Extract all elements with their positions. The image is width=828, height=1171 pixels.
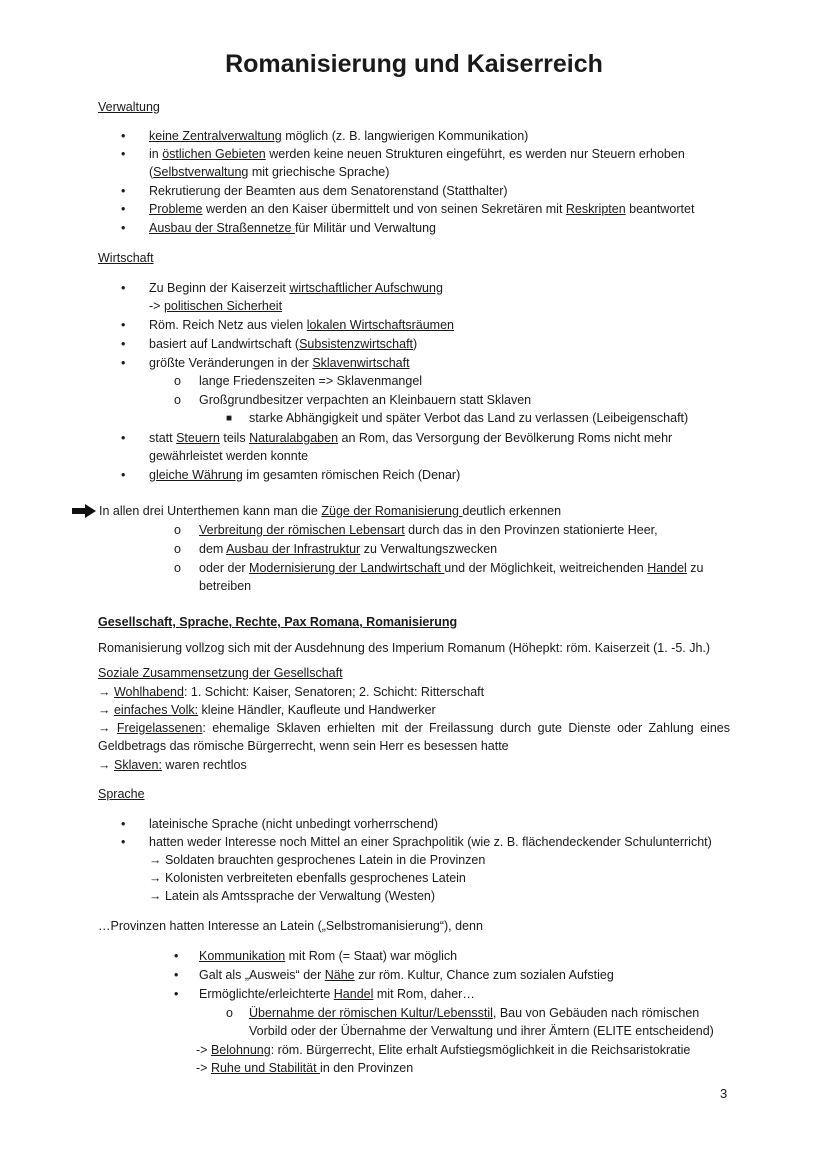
list-item: größte Veränderungen in der Sklavenwirtschaft (149, 356, 410, 370)
circle-bullet-icon: o (174, 561, 181, 575)
bullet-icon: • (121, 221, 126, 235)
section-heading-gesellschaft: Gesellschaft, Sprache, Rechte, Pax Romana, Romanisierung (98, 615, 458, 629)
list-item: Galt als „Ausweis“ der Nähe zur röm. Kultur, Chance zum sozialen Aufstieg (199, 968, 614, 982)
list-item-arrow: → Kolonisten verbreiteten ebenfalls gesprochenes Latein (149, 871, 466, 885)
bullet-icon: • (121, 147, 126, 161)
bullet-icon: • (121, 431, 126, 445)
circle-bullet-icon: o (226, 1006, 233, 1020)
list-item: lateinische Sprache (nicht unbedingt vorherrschend) (149, 817, 439, 831)
bullet-icon: • (121, 468, 126, 482)
list-item-continuation: -> politischen Sicherheit (149, 299, 283, 313)
bullet-icon: • (121, 356, 126, 370)
list-item: Ermöglichte/erleichterte Handel mit Rom, daher… (199, 987, 475, 1001)
bullet-icon: • (121, 817, 126, 831)
page-title: Romanisierung und Kaiserreich (225, 50, 603, 78)
list-item: Ausbau der Straßennetze für Militär und Verwaltung (149, 221, 436, 235)
sub-list-item: Großgrundbesitzer verpachten an Kleinbauern statt Sklaven (199, 393, 532, 407)
sub-list-item: Verbreitung der römischen Lebensart durch das in den Provinzen stationierte Heer, (199, 523, 658, 537)
section-heading-sprache: Sprache (98, 787, 145, 801)
bullet-icon: • (174, 987, 179, 1001)
list-item: Röm. Reich Netz aus vielen lokalen Wirtschaftsräumen (149, 318, 454, 332)
paragraph: Romanisierung vollzog sich mit der Ausdehnung des Imperium Romanum (Höhepkt: röm. Kaiserzeit (1. -5. Jh.) (98, 641, 711, 655)
list-item: → Sklaven: waren rechtlos (98, 758, 247, 772)
list-item: Zu Beginn der Kaiserzeit wirtschaftlicher Aufschwung (149, 281, 443, 295)
bullet-icon: • (121, 318, 126, 332)
sub-list-item: oder der Modernisierung der Landwirtschaft und der Möglichkeit, weitreichenden Handel zu (199, 561, 704, 575)
list-item: basiert auf Landwirtschaft (Subsistenzwirtschaft) (149, 337, 418, 351)
summary-line: In allen drei Unterthemen kann man die Züge der Romanisierung deutlich erkennen (99, 504, 562, 518)
sub-heading: Soziale Zusammensetzung der Gesellschaft (98, 666, 343, 680)
list-item: Probleme werden an den Kaiser übermittelt und von seinen Sekretären mit Reskripten beantwortet (149, 202, 695, 216)
list-item: → einfaches Volk: kleine Händler, Kaufleute und Handwerker (98, 703, 436, 717)
bullet-icon: • (121, 337, 126, 351)
page-number: 3 (720, 1086, 728, 1101)
sub-list-item-continuation: betreiben (199, 579, 252, 593)
sub-list-item: dem Ausbau der Infrastruktur zu Verwaltungszwecken (199, 542, 498, 556)
list-item: hatten weder Interesse noch Mittel an einer Sprachpolitik (wie z. B. flächendeckender Schulunterricht) (149, 835, 712, 849)
list-item: gleiche Währung im gesamten römischen Reich (Denar) (149, 468, 461, 482)
sub-list-item-continuation: Vorbild oder der Übernahme der Verwaltung und ihrer Ämtern (ELITE entscheidend) (249, 1024, 714, 1038)
list-item-arrow: → Latein als Amtssprache der Verwaltung (Westen) (149, 889, 436, 903)
bullet-icon: • (174, 968, 179, 982)
sub-sub-list-item: starke Abhängigkeit und später Verbot das Land zu verlassen (Leibeigenschaft) (249, 411, 689, 425)
sub-list-item: lange Friedenszeiten => Sklavenmangel (199, 374, 423, 388)
list-item-continuation: gewährleistet werden konnte (149, 449, 309, 463)
list-item-arrow: -> Belohnung: röm. Bürgerrecht, Elite erhalt Aufstiegsmöglichkeit in die Reichsaristokratie (196, 1043, 691, 1057)
sub-list-item: Übernahme der römischen Kultur/Lebensstil, Bau von Gebäuden nach römischen (249, 1006, 700, 1020)
circle-bullet-icon: o (174, 393, 181, 407)
list-item: Rekrutierung der Beamten aus dem Senatorenstand (Statthalter) (149, 184, 508, 198)
paragraph: …Provinzen hatten Interesse an Latein („Selbstromanisierung“), denn (98, 919, 483, 933)
list-item-arrow: -> Ruhe und Stabilität in den Provinzen (196, 1061, 414, 1075)
bullet-icon: • (121, 835, 126, 849)
arrow-right-icon (72, 504, 96, 518)
list-item-continuation: Geldbetrags das römische Bürgerrecht, wenn sein Herr es besessen hatte (98, 739, 509, 753)
circle-bullet-icon: o (174, 542, 181, 556)
bullet-icon: • (121, 281, 126, 295)
section-heading-wirtschaft: Wirtschaft (98, 251, 154, 265)
bullet-icon: • (121, 129, 126, 143)
bullet-icon: • (174, 949, 179, 963)
list-item: → Freigelassenen: ehemalige Sklaven erhielten mit der Freilassung durch gute Dienste oder Zahlung eines (98, 721, 730, 735)
bullet-icon: • (121, 184, 126, 198)
list-item: keine Zentralverwaltung möglich (z. B. langwierigen Kommunikation) (149, 129, 529, 143)
list-item-arrow: → Soldaten brauchten gesprochenes Latein in die Provinzen (149, 853, 486, 867)
section-heading-verwaltung: Verwaltung (98, 100, 160, 114)
square-bullet-icon: ■ (226, 413, 233, 424)
list-item: Kommunikation mit Rom (= Staat) war möglich (199, 949, 458, 963)
bullet-icon: • (121, 202, 126, 216)
list-item: → Wohlhabend: 1. Schicht: Kaiser, Senatoren; 2. Schicht: Ritterschaft (98, 685, 485, 699)
circle-bullet-icon: o (174, 374, 181, 388)
list-item-continuation: (Selbstverwaltung mit griechische Sprache) (149, 165, 390, 179)
list-item: statt Steuern teils Naturalabgaben an Rom, das Versorgung der Bevölkerung Roms nicht mehr (149, 431, 673, 445)
list-item: in östlichen Gebieten werden keine neuen Strukturen eingeführt, es werden nur Steuern erhoben (149, 147, 685, 161)
circle-bullet-icon: o (174, 523, 181, 537)
